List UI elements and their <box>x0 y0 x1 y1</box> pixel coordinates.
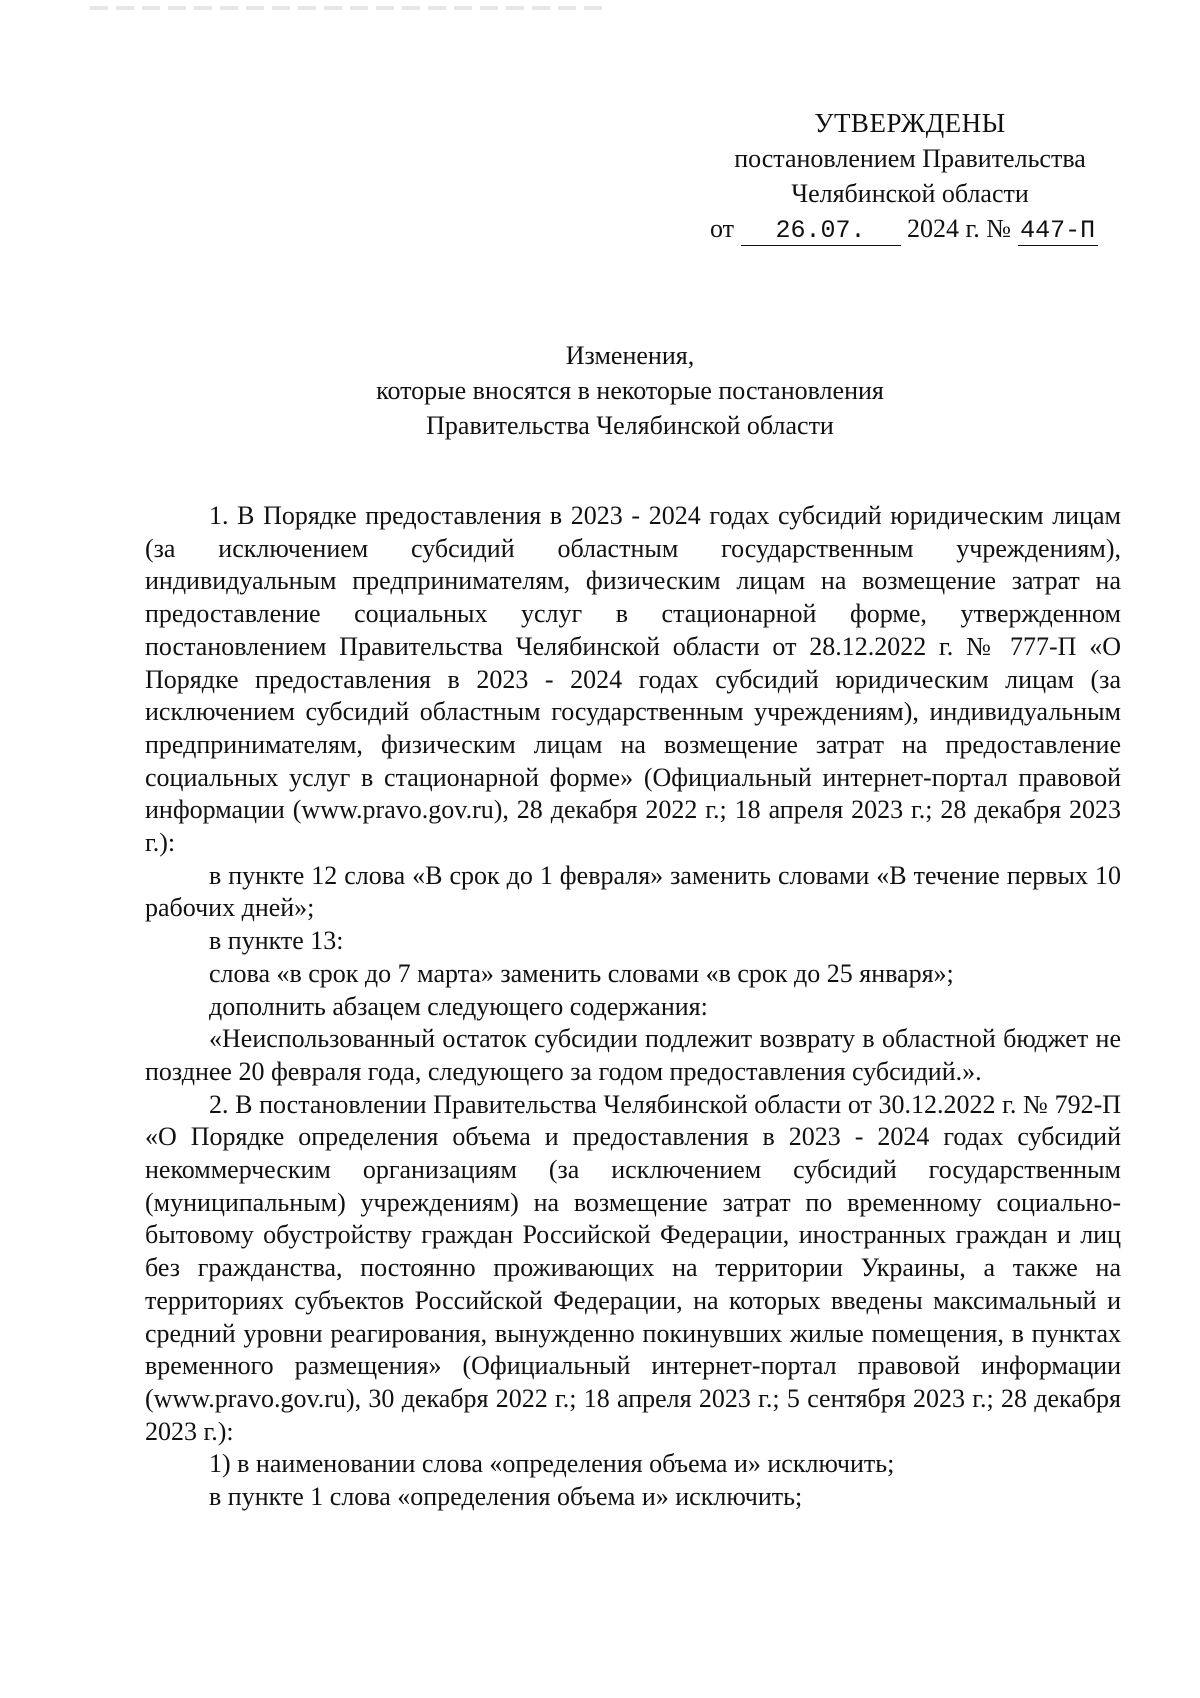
document-body <box>145 500 1121 1514</box>
title-line-3: Правительства Челябинской области <box>426 411 834 440</box>
approval-date-line <box>700 211 1120 246</box>
paragraph-7: 2. В постановлении Правительства Челябинской области от 30.12.2022 г. № 792-П «О Порядке определения объема и предоставления в 2023 - 2024 годах субсидий некоммерческим организациям (за исключением субсидий государственным (муниципальным) учреждениям) на возмещение затрат по временному социально-бытовому обустройству граждан Российской Федерации, иностранных граждан и лиц без гражданства, постоянно проживающих на территории Украины, а также на территориях субъектов Российской Федерации, на которых введены максимальный и средний уровни реагирования, вынужденно покинувших жилые помещения, в пунктах временного размещения» (Официальный интернет-портал правовой информации (www.pravo.gov.ru), 30 декабря 2022 г.; 18 апреля 2023 г.; 5 сентября 2023 г.; 28 декабря 2023 г.): <box>145 1089 1121 1446</box>
approval-heading: УТВЕРЖДЕНЫ <box>814 108 1006 138</box>
paragraph-8: 1) в наименовании слова «определения объема и» исключить; <box>209 1449 895 1479</box>
paragraph-1: 1. В Порядке предоставления в 2023 - 2024 годах субсидий юридическим лицам (за исключением субсидий областным государственным учреждениям), индивидуальным предпринимателям, физическим лицам на возмещение затрат на предоставление социальных услуг в стационарной форме, утвержденном постановлением Правительства Челябинской области от 28.12.2022 г. № 777-П «О Порядке предоставления в 2023 - 2024 годах субсидий юридическим лицам (за исключением субсидий областным государственным учреждениям), индивидуальным предпринимателям, физическим лицам на возмещение затрат на предоставление социальных услуг в стационарной форме» (Официальный интернет-портал правовой информации (www.pravo.gov.ru), 28 декабря 2022 г.; 18 апреля 2023 г.; 28 декабря 2023 г.): <box>145 501 1121 858</box>
approval-line-2: Челябинской области <box>791 179 1029 208</box>
paragraph-5: дополнить абзацем следующего содержания: <box>209 991 708 1021</box>
title-line-2: которые вносятся в некоторые постановления <box>376 376 884 405</box>
paragraph-9: в пункте 1 слова «определения объема и» исключить; <box>209 1482 803 1512</box>
paragraph-2: в пункте 12 слова «В срок до 1 февраля» заменить словами «В течение первых 10 рабочих дней»; <box>145 860 1121 923</box>
approval-date: 26.07. <box>741 217 901 246</box>
approval-number: 447-П <box>1018 217 1098 246</box>
title-line-1: Изменения, <box>565 341 695 370</box>
approval-line-1: постановлением Правительства <box>734 144 1086 173</box>
from-label: от <box>710 214 735 243</box>
scan-artifact <box>90 6 610 10</box>
document-title <box>140 338 1120 443</box>
approval-block <box>700 106 1120 246</box>
paragraph-4: слова «в срок до 7 марта» заменить словами «в срок до 25 января»; <box>209 958 954 988</box>
paragraph-3: в пункте 13: <box>209 926 344 956</box>
year-number-label: 2024 г. № <box>907 214 1012 243</box>
paragraph-6: «Неиспользованный остаток субсидии подлежит возврату в областной бюджет не позднее 20 февраля года, следующего за годом предоставления субсидий.». <box>145 1024 1121 1086</box>
